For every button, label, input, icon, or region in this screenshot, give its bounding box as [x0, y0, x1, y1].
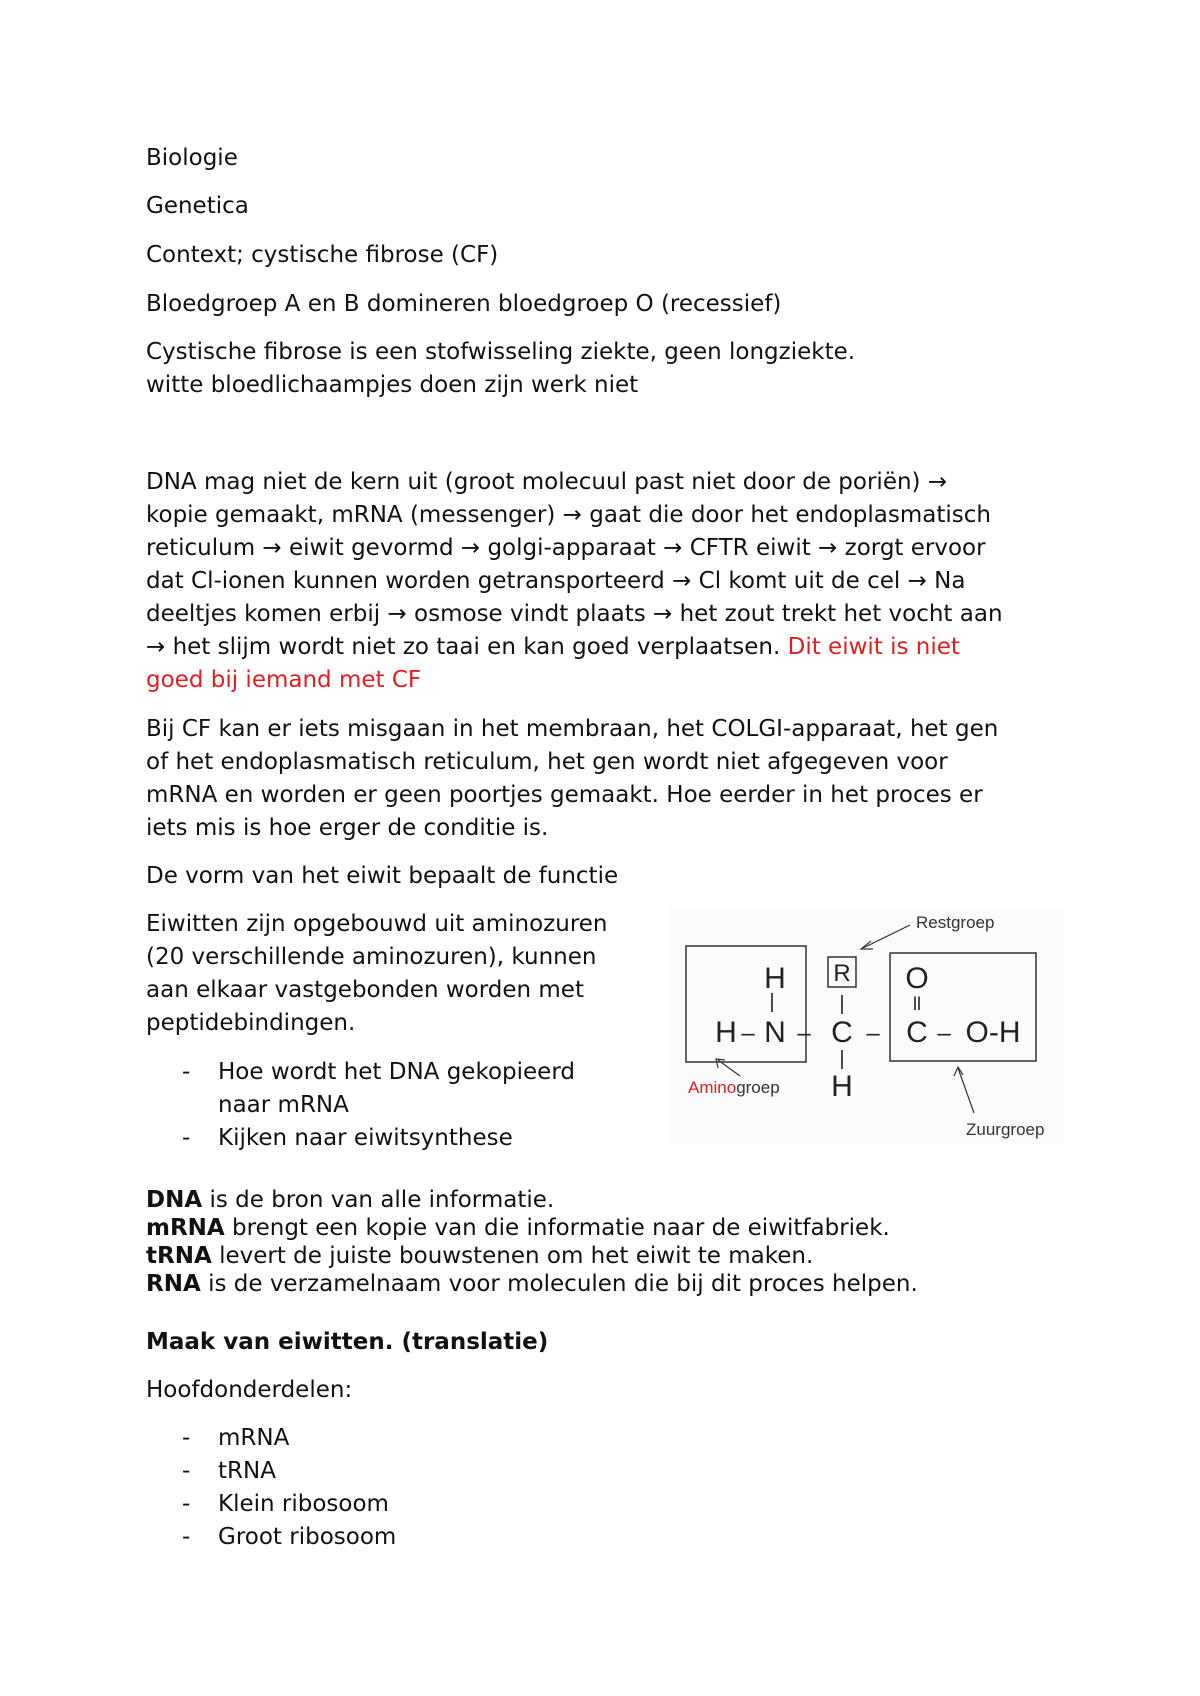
list-item: Klein ribosoom — [218, 1491, 389, 1517]
process-line-5: deeltjes komen erbij → osmose vindt plaats → het zout trekt het vocht aan — [146, 601, 1003, 627]
bullet-dash: - — [182, 1524, 191, 1550]
bond-vertical: | — [839, 1048, 845, 1070]
atom-h-left: H — [715, 1016, 737, 1049]
bullet-dash: - — [182, 1491, 191, 1517]
process-line-6-text: → het slijm wordt niet zo taai en kan goed verplaatsen. — [146, 634, 781, 660]
bond-vertical: | — [769, 991, 775, 1013]
atom-c-alpha: C — [831, 1016, 853, 1049]
amino-line-3: aan elkaar vastgebonden worden met — [146, 977, 584, 1003]
atom-c-carboxyl: C — [906, 1016, 928, 1049]
definition-trna — [146, 1242, 813, 1270]
definition-term: RNA — [146, 1271, 201, 1297]
bond-horizontal: – — [937, 1020, 951, 1047]
process-line-2: kopie gemaakt, mRNA (messenger) → gaat die door het endoplasmatisch — [146, 502, 991, 528]
bullet-dash: - — [182, 1059, 191, 1085]
bullet-dash: - — [182, 1125, 191, 1151]
atom-h-bottom: H — [831, 1070, 853, 1103]
process-red-note-2: goed bij iemand met CF — [146, 667, 422, 693]
question-1-line-2: naar mRNA — [218, 1092, 349, 1118]
bond-horizontal: – — [866, 1020, 880, 1047]
definition-text: is de bron van alle informatie. — [202, 1187, 555, 1213]
definition-term: mRNA — [146, 1215, 225, 1241]
list-item: Groot ribosoom — [218, 1524, 397, 1550]
atom-n: N — [764, 1016, 786, 1049]
question-2: Kijken naar eiwitsynthese — [218, 1125, 513, 1151]
definition-term: DNA — [146, 1187, 203, 1213]
translation-subheading: Hoofdonderdelen: — [146, 1377, 353, 1403]
amino-line-4: peptidebindingen. — [146, 1010, 356, 1036]
amino-line-1: Eiwitten zijn opgebouwd uit aminozuren — [146, 911, 608, 937]
bond-horizontal: – — [741, 1020, 755, 1047]
atom-o-top: O — [905, 962, 929, 995]
aminogroep-label-red: Amino — [688, 1078, 737, 1097]
cf-problem-line-2: of het endoplasmatisch reticulum, het gen wordt niet afgegeven voor — [146, 749, 948, 775]
definition-rna — [146, 1270, 918, 1298]
atom-h-top: H — [764, 962, 786, 995]
bond-vertical: | — [839, 993, 845, 1015]
cf-intro-line-2: witte bloedlichaampjes doen zijn werk niet — [146, 372, 639, 398]
subject-title: Biologie — [146, 145, 238, 171]
definition-text: is de verzamelnaam voor moleculen die bij dit proces helpen. — [200, 1271, 918, 1297]
double-bond: ll — [913, 994, 921, 1014]
process-red-note: Dit eiwit is niet — [787, 634, 960, 660]
cf-problem-line-3: mRNA en worden er geen poortjes gemaakt. Hoe eerder in het proces er — [146, 782, 983, 808]
shape-function-line: De vorm van het eiwit bepaalt de functie — [146, 863, 619, 889]
context-line: Context; cystische fibrose (CF) — [146, 242, 499, 268]
list-item: tRNA — [218, 1458, 276, 1484]
definition-text: brengt een kopie van die informatie naar de eiwitfabriek. — [224, 1215, 890, 1241]
zuurgroep-label: Zuurgroep — [966, 1120, 1045, 1139]
aminogroep-label-rest: groep — [736, 1078, 780, 1097]
process-line-1: DNA mag niet de kern uit (groot molecuul past niet door de poriën) → — [146, 469, 948, 495]
process-line-4: dat Cl-ionen kunnen worden getransporteerd → Cl komt uit de cel → Na — [146, 568, 966, 594]
definition-mrna — [146, 1214, 890, 1242]
aminogroep-label — [688, 1078, 780, 1097]
translation-heading: Maak van eiwitten. (translatie) — [146, 1329, 549, 1355]
process-line-3: reticulum → eiwit gevormd → golgi-apparaat → CFTR eiwit → zorgt ervoor — [146, 535, 986, 561]
cf-problem-line-1: Bij CF kan er iets misgaan in het membraan, het COLGI-apparaat, het gen — [146, 716, 999, 742]
topic-title: Genetica — [146, 193, 249, 219]
bloodgroup-line: Bloedgroep A en B domineren bloedgroep O (recessief) — [146, 291, 782, 317]
process-line-6 — [146, 631, 960, 664]
definition-term: tRNA — [146, 1243, 212, 1269]
definition-dna — [146, 1186, 554, 1214]
amino-acid-figure — [668, 908, 1064, 1144]
amino-line-2: (20 verschillende aminozuren), kunnen — [146, 944, 597, 970]
atom-r: R — [833, 960, 851, 987]
restgroep-label: Restgroep — [916, 913, 995, 932]
bullet-dash: - — [182, 1458, 191, 1484]
atom-oh: O-H — [965, 1016, 1021, 1049]
cf-intro-line-1: Cystische fibrose is een stofwisseling ziekte, geen longziekte. — [146, 339, 856, 365]
bond-horizontal: – — [797, 1020, 811, 1047]
question-1-line-1: Hoe wordt het DNA gekopieerd — [218, 1059, 575, 1085]
cf-problem-line-4: iets mis is hoe erger de conditie is. — [146, 815, 549, 841]
list-item: mRNA — [218, 1425, 290, 1451]
definition-text: levert de juiste bouwstenen om het eiwit te maken. — [211, 1243, 814, 1269]
bullet-dash: - — [182, 1425, 191, 1451]
